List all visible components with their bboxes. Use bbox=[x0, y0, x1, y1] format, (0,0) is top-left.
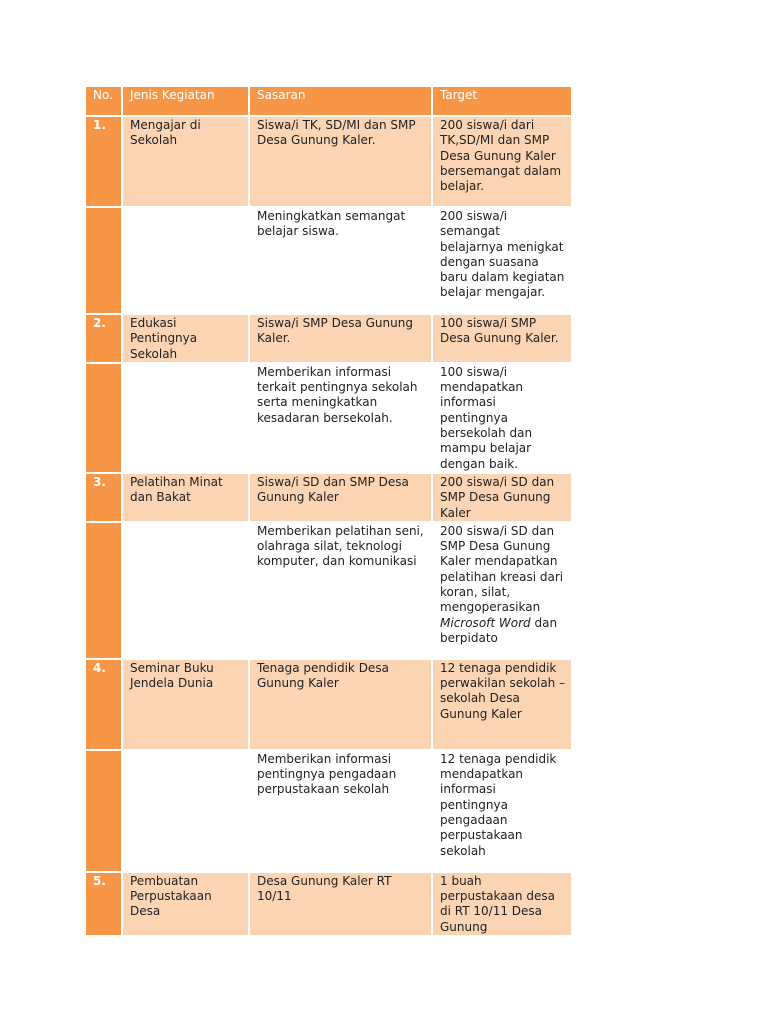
activity-table bbox=[86, 87, 571, 937]
target-cell: 200 siswa/i semangat belajarnya menigkat dengan suasana baru dalam kegiatan belajar mengajar. bbox=[433, 208, 571, 315]
row-number bbox=[86, 208, 123, 315]
sasaran-cell: Memberikan pelatihan seni, olahraga silat, teknologi komputer, dan komunikasi bbox=[250, 523, 433, 660]
sasaran-cell: Siswa/i TK, SD/MI dan SMP Desa Gunung Kaler. bbox=[250, 117, 433, 208]
table-row bbox=[86, 474, 571, 523]
table-row bbox=[86, 208, 571, 315]
target-text-end: dan berpidato bbox=[440, 615, 558, 645]
sasaran-cell: Desa Gunung Kaler RT 10/11 bbox=[250, 873, 433, 937]
table-row bbox=[86, 117, 571, 208]
table-row bbox=[86, 873, 571, 937]
header-target: Target bbox=[433, 87, 571, 117]
row-number: 4. bbox=[86, 660, 123, 751]
row-number bbox=[86, 364, 123, 474]
target-text: 200 siswa/i SD dan SMP Desa Gunung Kaler mendapatkan pelatihan kreasi dari koran, silat, mengoperasikan bbox=[440, 523, 564, 615]
table-header-row bbox=[86, 87, 571, 117]
jenis-kegiatan-cell: Pembuatan Perpustakaan Desa bbox=[123, 873, 250, 937]
jenis-kegiatan-cell bbox=[123, 751, 250, 873]
header-no: No. bbox=[86, 87, 123, 117]
jenis-kegiatan-cell bbox=[123, 364, 250, 474]
jenis-kegiatan-cell: Edukasi Pentingnya Sekolah bbox=[123, 315, 250, 364]
row-number: 3. bbox=[86, 474, 123, 523]
target-software-name: Microsoft Word bbox=[440, 615, 531, 630]
table-row bbox=[86, 315, 571, 364]
sasaran-cell: Memberikan informasi terkait pentingnya sekolah serta meningkatkan kesadaran bersekolah. bbox=[250, 364, 433, 474]
target-cell: 100 siswa/i SMP Desa Gunung Kaler. bbox=[433, 315, 571, 364]
table-row bbox=[86, 660, 571, 751]
table-row bbox=[86, 364, 571, 474]
target-cell: 200 siswa/i SD dan SMP Desa Gunung Kaler bbox=[433, 474, 571, 523]
jenis-kegiatan-cell: Seminar Buku Jendela Dunia bbox=[123, 660, 250, 751]
jenis-kegiatan-cell bbox=[123, 208, 250, 315]
header-sasaran: Sasaran bbox=[250, 87, 433, 117]
jenis-kegiatan-cell: Pelatihan Minat dan Bakat bbox=[123, 474, 250, 523]
sasaran-cell: Meningkatkan semangat belajar siswa. bbox=[250, 208, 433, 315]
header-jenis-kegiatan: Jenis Kegiatan bbox=[123, 87, 250, 117]
row-number: 5. bbox=[86, 873, 123, 937]
table-row bbox=[86, 523, 571, 660]
target-cell: 100 siswa/i mendapatkan informasi pentingnya bersekolah dan mampu belajar dengan baik. bbox=[433, 364, 571, 474]
sasaran-cell: Memberikan informasi pentingnya pengadaan perpustakaan sekolah bbox=[250, 751, 433, 873]
sasaran-cell: Siswa/i SD dan SMP Desa Gunung Kaler bbox=[250, 474, 433, 523]
row-number bbox=[86, 523, 123, 660]
target-cell: 12 tenaga pendidik perwakilan sekolah – sekolah Desa Gunung Kaler bbox=[433, 660, 571, 751]
row-number bbox=[86, 751, 123, 873]
target-cell: 200 siswa/i dari TK,SD/MI dan SMP Desa Gunung Kaler bersemangat dalam belajar. bbox=[433, 117, 571, 208]
jenis-kegiatan-cell: Mengajar di Sekolah bbox=[123, 117, 250, 208]
target-cell: 1 buah perpustakaan desa di RT 10/11 Desa Gunung bbox=[433, 873, 571, 937]
sasaran-cell: Tenaga pendidik Desa Gunung Kaler bbox=[250, 660, 433, 751]
jenis-kegiatan-cell bbox=[123, 523, 250, 660]
target-cell: 12 tenaga pendidik mendapatkan informasi pentingnya pengadaan perpustakaan sekolah bbox=[433, 751, 571, 873]
target-cell bbox=[433, 523, 571, 660]
sasaran-cell: Siswa/i SMP Desa Gunung Kaler. bbox=[250, 315, 433, 364]
row-number: 1. bbox=[86, 117, 123, 208]
table-row bbox=[86, 751, 571, 873]
row-number: 2. bbox=[86, 315, 123, 364]
